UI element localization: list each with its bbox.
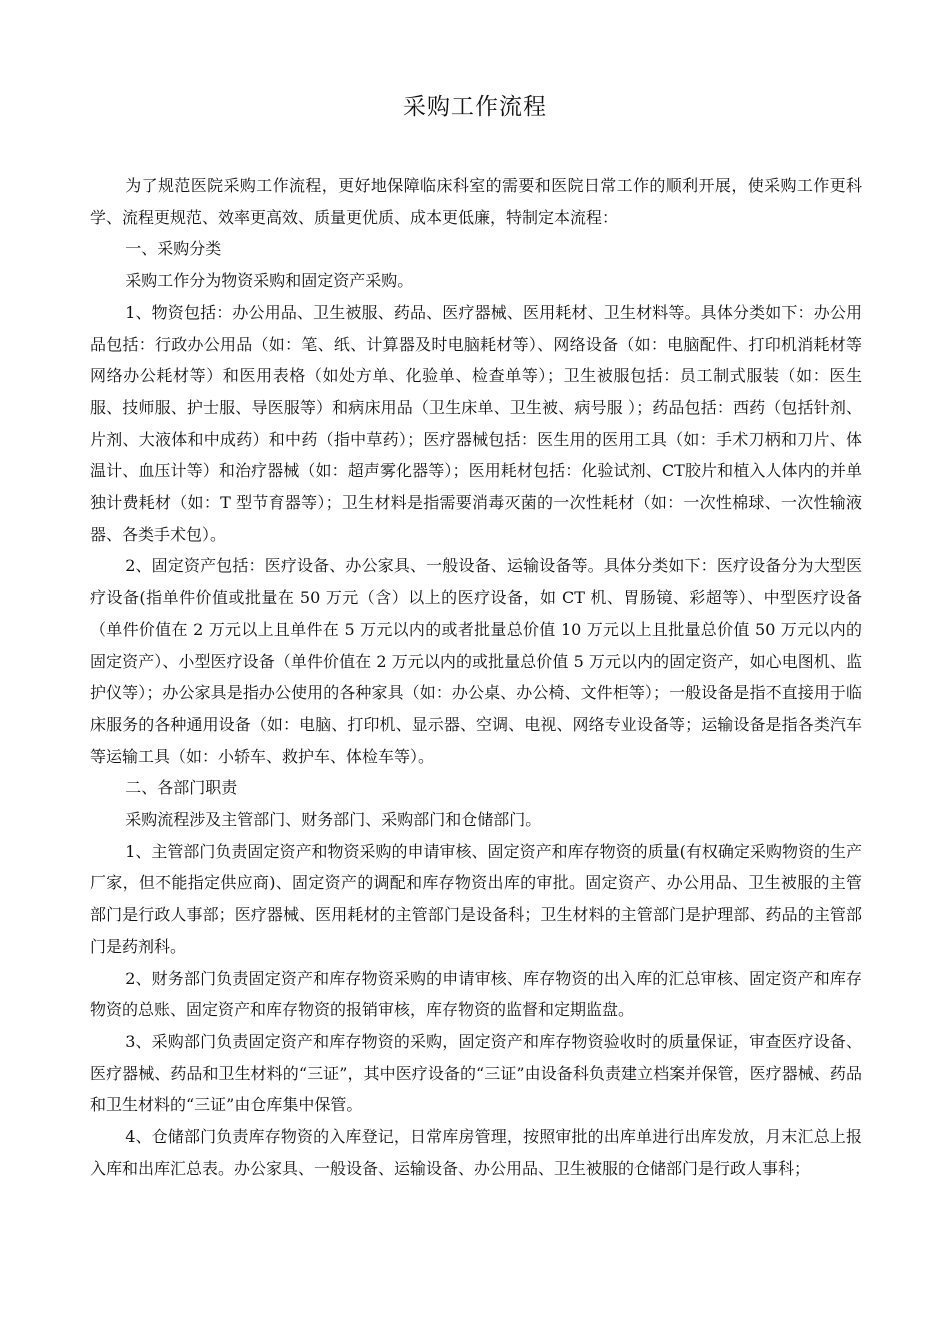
fixed-assets-paragraph: 2、固定资产包括：医疗设备、办公家具、一般设备、运输设备等。具体分类如下：医疗设备分为大型医疗设备(指单件价值或批量在 50 万元（含）以上的医疗设备，如 CT 机、胃肠镜、彩超等）、中型医疗设备（单件价值在 2 万元以上且单件在 5 万元以内的或者批量总价值 10 万元以上且批量总价值 50 万元以内的固定资产）、小型医疗设备（单件价值在 2 万元以内的或批量总价值 5 万元以内的固定资产，如心电图机、监护仪等）；办公家具是指办公使用的各种家具（如：办公桌、办公椅、文件柜等）；一般设备是指不直接用于临床服务的各种通用设备（如：电脑、打印机、显示器、空调、电视、网络专业设备等；运输设备是指各类汽车等运输工具（如：小轿车、救护车、体检车等）。 — [90, 556, 862, 766]
document-title: 采购工作流程 — [403, 94, 547, 120]
departments-overview-paragraph: 采购流程涉及主管部门、财务部门、采购部门和仓储部门。 — [125, 810, 542, 830]
procurement-overview-paragraph: 采购工作分为物资采购和固定资产采购。 — [125, 271, 414, 291]
intro-paragraph: 为了规范医院采购工作流程，更好地保障临床科室的需要和医院日常工作的顺利开展，使采购工作更科学、流程更规范、效率更高效、质量更优质、成本更低廉，特制定本流程： — [90, 176, 862, 227]
materials-paragraph: 1、物资包括：办公用品、卫生被服、药品、医疗器械、医用耗材、卫生材料等。具体分类如下：办公用品包括：行政办公用品（如：笔、纸、计算器及时电脑耗材等）、网络设备（如：电脑配件、打印机消耗材等网络办公耗材等）和医用表格（如处方单、化验单、检查单等）；卫生被服包括：员工制式服装（如：医生服、技师服、护士服、导医服等）和病床用品（卫生床单、卫生被、病号服 ）；药品包括：西药（包括针剂、片剂、大液体和中成药）和中药（指中草药）；医疗器械包括：医生用的医用工具（如：手术刀柄和刀片、体温计、血压计等）和治疗器械（如：超声雾化器等）；医用耗材包括：化验试剂、CT胶片和植入人体内的并单独计费耗材（如：T 型节育器等）；卫生材料是指需要消毒灭菌的一次性耗材（如：一次性棉球、一次性输液器、各类手术包）。 — [90, 302, 862, 544]
management-department-paragraph: 1、主管部门负责固定资产和物资采购的申请审核、固定资产和库存物资的质量(有权确定采购物资的生产厂家，但不能指定供应商)、固定资产的调配和库存物资出库的审批。固定资产、办公用品、卫生被服的主管部门是行政人事部；医疗器械、医用耗材的主管部门是设备科；卫生材料的主管部门是护理部、药品的主管部门是药剂科。 — [90, 841, 862, 956]
document-body — [90, 170, 862, 1185]
section-heading-procurement-categories: 一、采购分类 — [125, 239, 222, 259]
storage-department-paragraph: 4、仓储部门负责库存物资的入库登记，日常库房管理，按照审批的出库单进行出库发放，月末汇总上报入库和出库汇总表。办公家具、一般设备、运输设备、办公用品、卫生被服的仓储部门是行政人事科； — [90, 1127, 862, 1178]
finance-department-paragraph: 2、财务部门负责固定资产和库存物资采购的申请审核、库存物资的出入库的汇总审核、固定资产和库存物资的总账、固定资产和库存物资的报销审核，库存物资的监督和定期监盘。 — [90, 968, 862, 1020]
section-heading-department-duties: 二、各部门职责 — [125, 778, 238, 798]
purchasing-department-paragraph: 3、采购部门负责固定资产和库存物资的采购，固定资产和库存物资验收时的质量保证，审查医疗设备、医疗器械、药品和卫生材料的“三证”，其中医疗设备的“三证”由设备科负责建立档案并保管，医疗器械、药品和卫生材料的“三证”由仓库集中保管。 — [90, 1031, 862, 1115]
